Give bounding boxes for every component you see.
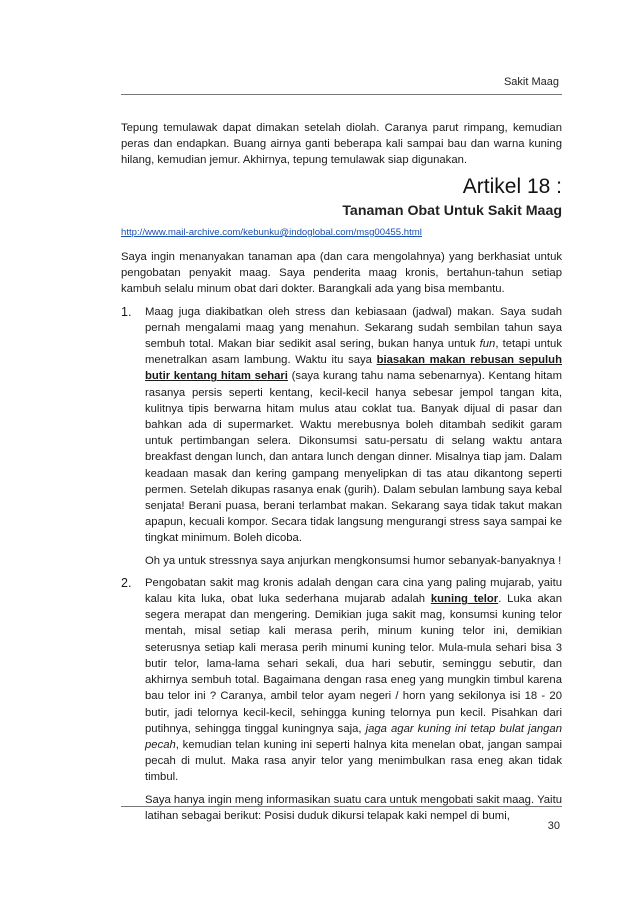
- list-number: 1.: [121, 304, 132, 319]
- intro-paragraph: Tepung temulawak dapat dimakan setelah diolah. Caranya parut rimpang, kemudian peras dan endapkan. Buang airnya ganti beberapa kali sampai bau dan warna kuning hilang, kemudian jemur. Akhirnya, tepung temulawak siap digunakan.: [121, 122, 562, 167]
- page-content: [121, 120, 562, 830]
- running-header: Sakit Maag: [503, 76, 559, 88]
- item-1-paragraph-1: Maag juga diakibatkan oleh stress dan kebiasaan (jadwal) makan. Saya sudah pernah mengalami maag yang menahun. Sekarang sudah sembilan tahun saya sembuh total. Makan biar sedikit asal sering, bukan hanya untuk fun, tetapi untuk menetralkan asam lambung. Waktu itu saya biasakan makan rebusan sepuluh butir kentang hitam sehari (saya kurang tahu nama sebenarnya). Kentang hitam rasanya persis seperti kentang, kecil-kecil hanya sebesar jempol tangan kita, kulitnya tipis berwarna hitam mulus atau coklat tua. Banyak dijual di pasar dan bahkan ada di supermarket. Waktu merebusnya boleh ditambah sedikit garam untuk pertimbangan selera. Dikonsumsi satu-persatu di selang waktu antara breakfast dengan lunch, dan antara lunch dengan dinner. Misalnya tiap jam. Dalam keadaan masak dan kering gampang menyelipkan di tas atau dikantong seperti permen. Setelah dikupas rasanya enak (gurih). Dalam sebulan lambung saya kebal senjata! Berani puasa, berani terlambat makan. Sekarang saya tidak takut makan apapun, kecuali kompor. Secara tidak langsung mengurangi stress saya sampai ke tingkat minimum. Boleh dicoba.: [145, 305, 562, 545]
- underlined-text: biasakan makan rebusan sepuluh butir kentang hitam sehari: [145, 354, 562, 383]
- list-number: 2.: [121, 575, 132, 590]
- list-item-1: [121, 304, 562, 569]
- footer-rule: [121, 806, 562, 807]
- header-rule: [121, 94, 562, 95]
- article-title: Artikel 18 :: [462, 174, 562, 198]
- article-lead: Saya ingin menanyakan tanaman apa (dan cara mengolahnya) yang berkhasiat untuk pengobatan penyakit maag. Saya penderita maag kronis, bertahun-tahun setiap kambuh selalu minum obat dari dokter. Barangkali ada yang bisa membantu.: [121, 251, 562, 296]
- underlined-text: kuning telor: [430, 593, 499, 606]
- item-2-paragraph-1: Pengobatan sakit mag kronis adalah dengan cara cina yang paling mujarab, yaitu kalau kita luka, obat luka sederhana mujarab adalah kuning telor. Luka akan segera merapat dan mengering. Demikian juga sakit mag, konsumsi kuning telor mentah, misal setiap kali merasa perih, minum kuning telor ini, demikian seterusnya setiap kali merasa perih minumi kuning telor. Mula-mula sehari bisa 3 butir telor, lama-lama sehari sekali, dua hari sebutir, seminggu sebutir, dan akhirnya sembuh total. Bagaimana dengan rasa eneg yang mungkin timbul karena bau telor ini ? Caranya, ambil telor ayam negeri / horn yang sekilonya isi 18 - 20 butir, jadi telornya kecil-kecil, sehingga kuning telornya pun kecil. Pisahkan dari putihnya, sehingga tinggal kuningnya saja, jaga agar kuning ini tetap bulat jangan pecah, kemudian telan kuning ini seperti halnya kita menelan obat, jangan sampai pecah di mulut. Maka rasa anyir telor yang menimbulkan rasa eneg akan tidak timbul.: [145, 576, 562, 784]
- list-item-2: [121, 575, 562, 824]
- item-1-paragraph-2: Oh ya untuk stressnya saya anjurkan mengkonsumsi humor sebanyak-banyaknya !: [145, 554, 562, 567]
- article-subtitle: Tanaman Obat Untuk Sakit Maag: [342, 202, 562, 219]
- emphasis-text: fun: [479, 338, 496, 351]
- page-number: 30: [547, 820, 560, 832]
- source-link[interactable]: http://www.mail-archive.com/kebunku@indoglobal.com/msg00455.html: [121, 226, 422, 238]
- emphasis-text: jaga agar kuning ini tetap bulat jangan pecah: [145, 722, 562, 751]
- item-2-paragraph-2: Saya hanya ingin meng informasikan suatu cara untuk mengobati sakit maag. Yaitu latihan sebagai berikut: Posisi duduk dikursi telapak kaki nempel di bumi,: [145, 793, 562, 822]
